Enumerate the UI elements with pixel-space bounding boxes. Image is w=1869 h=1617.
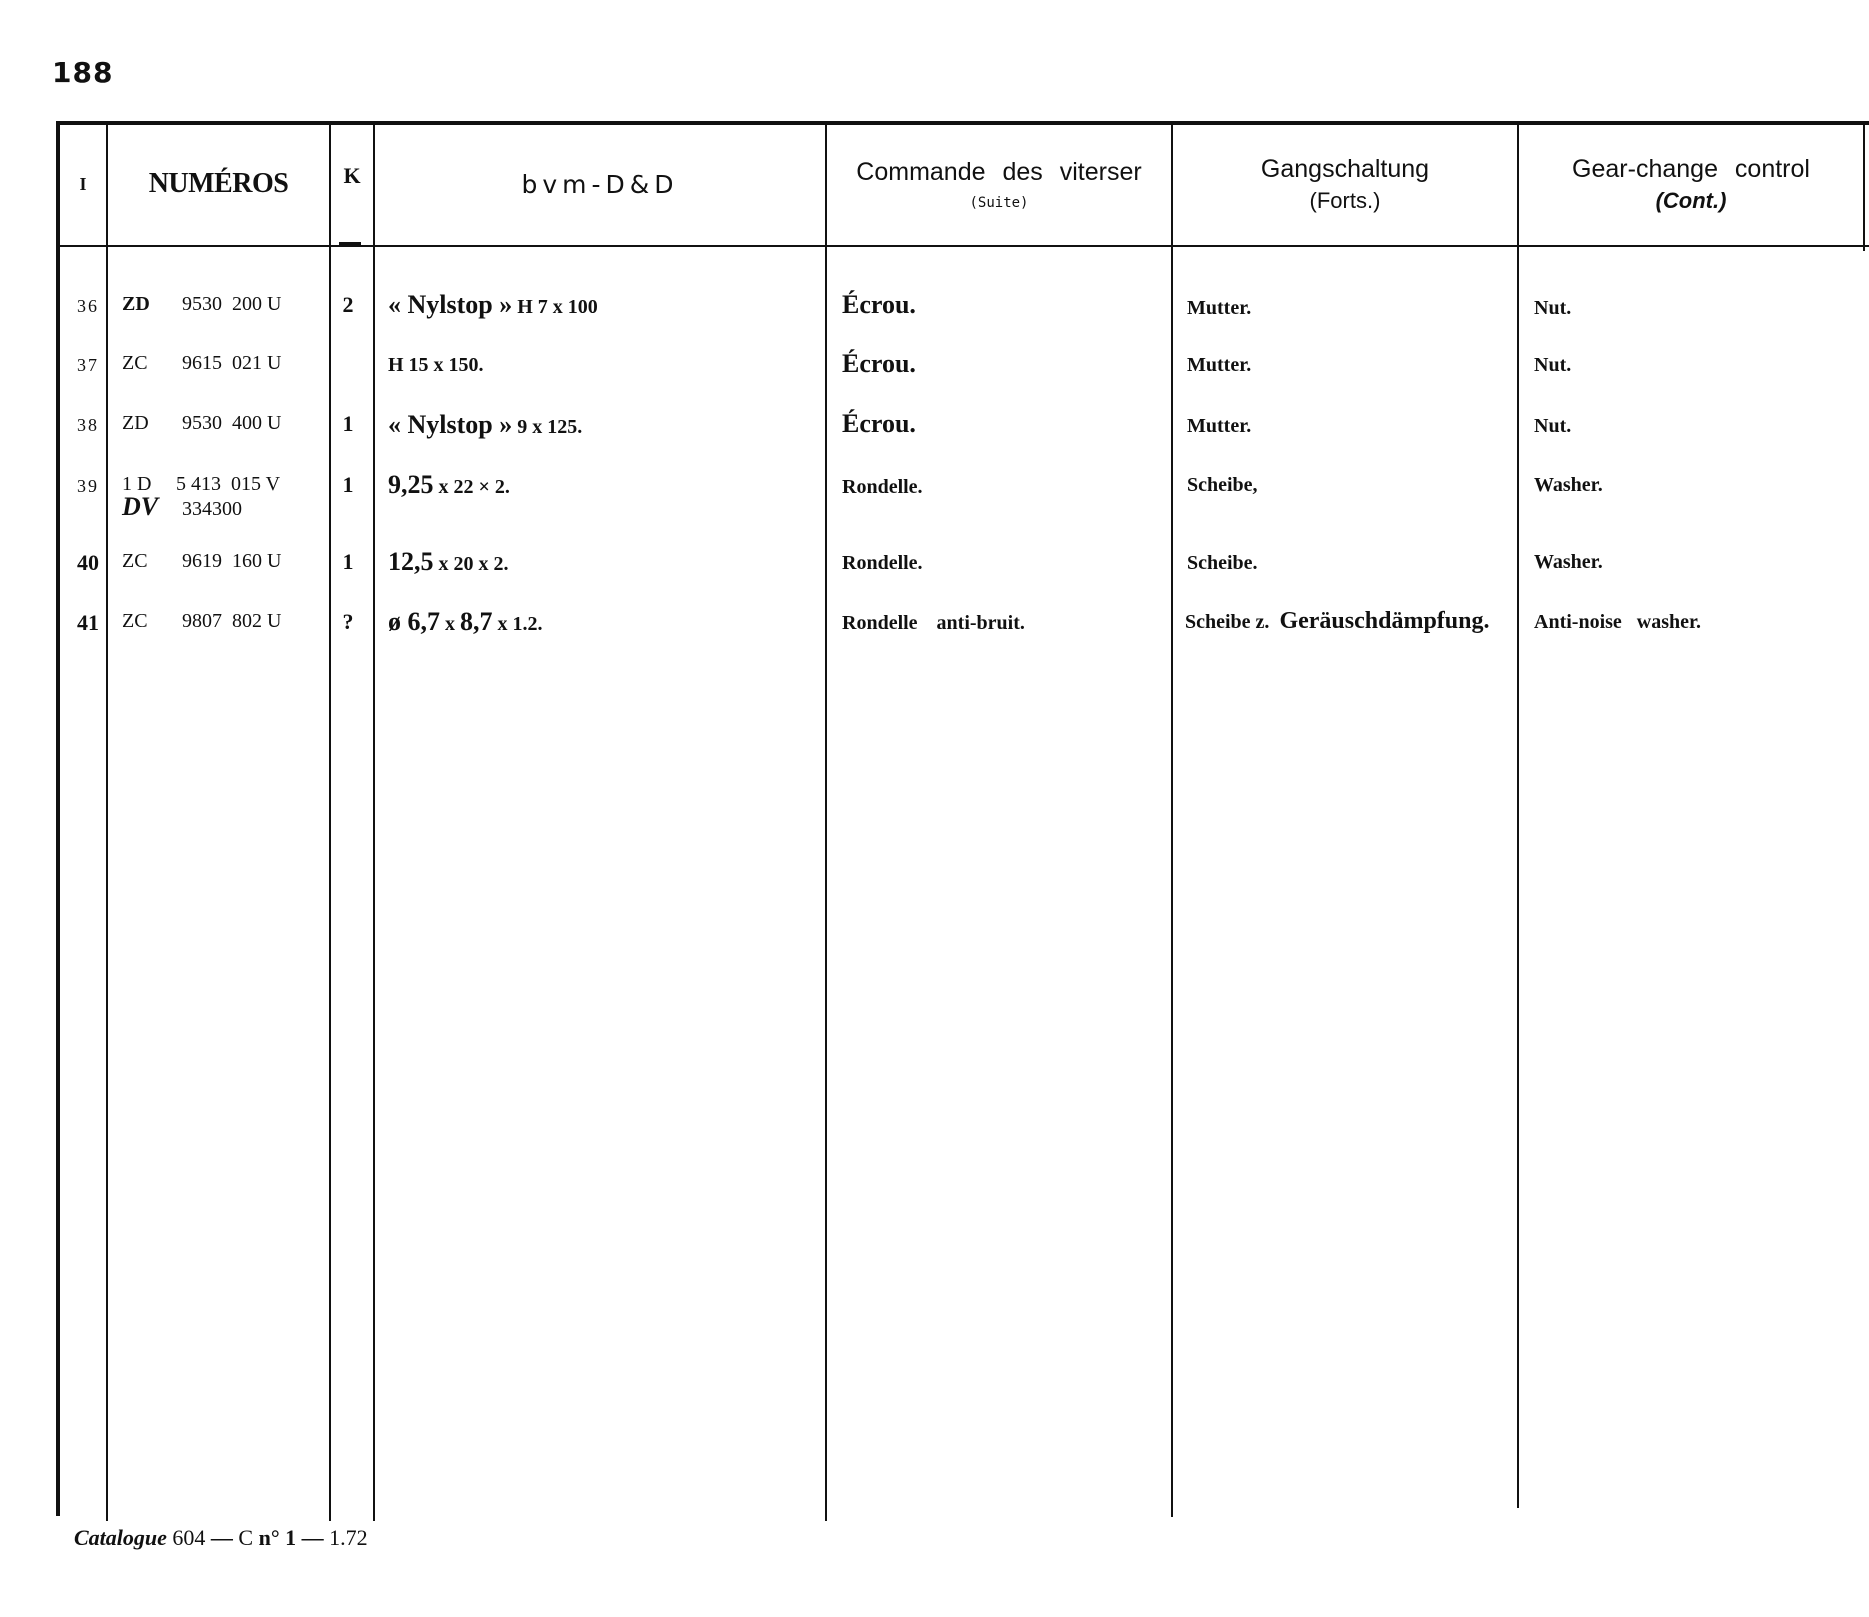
part-base: 9530 (182, 293, 222, 315)
row-index: 41 (77, 610, 99, 635)
description-de-part-b: Geräuschdämpfung. (1279, 608, 1490, 634)
spec (388, 547, 509, 577)
table-row (0, 292, 1869, 342)
spec-part-b: H 7 x 100 (517, 296, 598, 318)
header-numeros-label: NUMÉROS (148, 168, 289, 199)
description-fr-text: Écrou. (842, 290, 916, 319)
header-french-title: Commande des viterser (856, 157, 1142, 186)
alt-part-number (122, 492, 242, 522)
header-german-sub: (Forts.) (1309, 187, 1381, 213)
description-fr-text: Écrou. (842, 349, 916, 378)
part-number (122, 352, 281, 375)
part-suffix: 802 U (232, 610, 282, 632)
spec-part-b: x 20 x 2. (438, 553, 509, 575)
part-base: 9530 (182, 412, 222, 434)
spec (388, 354, 484, 377)
description-de: Scheibe, (1187, 474, 1258, 496)
header-german (1173, 124, 1517, 244)
spec (388, 607, 543, 637)
spec (388, 290, 598, 320)
part-suffix: 400 U (232, 412, 282, 434)
footer-catalogue-number: 604 (172, 1525, 206, 1550)
part-number (122, 610, 281, 633)
header-spec (375, 124, 825, 244)
description-de: Mutter. (1187, 297, 1252, 319)
header-index (60, 124, 106, 244)
row-index: 39 (77, 476, 99, 496)
footer-catalogue-label: Catalogue (74, 1525, 167, 1550)
part-prefix: ZC (122, 352, 148, 374)
description-de: Mutter. (1187, 354, 1252, 376)
header-spec-label: bvm-D&D (521, 169, 679, 199)
row-index: 38 (77, 415, 99, 435)
description-de: Scheibe. (1187, 552, 1258, 574)
k-underline-mark (339, 242, 361, 245)
description-de-part-a: Scheibe z. (1185, 611, 1270, 633)
part-prefix: ZD (122, 412, 149, 434)
description-fr (842, 409, 916, 439)
footer-dash-1: — (210, 1525, 233, 1550)
spec-part-a: « Nylstop » (388, 290, 513, 319)
part-prefix: 1 D (122, 473, 152, 495)
description-en: Nut. (1534, 297, 1572, 319)
alt-part-base: 334300 (182, 498, 242, 520)
footer-series: C (238, 1525, 254, 1550)
table-row (0, 351, 1869, 401)
description-fr (842, 290, 916, 320)
description-fr-text: Écrou. (842, 409, 916, 438)
part-prefix: ZD (122, 293, 150, 315)
col-divider-7 (1863, 121, 1865, 251)
part-base: 9807 (182, 610, 222, 632)
part-number (122, 412, 281, 435)
header-french-sub: (Suite) (969, 194, 1029, 211)
description-fr: Rondelle. (842, 476, 923, 498)
spec-part-c: 8,7 (460, 607, 493, 636)
part-suffix: 021 U (232, 352, 282, 374)
row-index: 40 (77, 550, 99, 575)
table-row (0, 549, 1869, 599)
description-de (1185, 608, 1489, 635)
catalogue-footer (74, 1525, 368, 1551)
spec-part-a: ø 6,7 (388, 607, 440, 636)
description-en: Nut. (1534, 415, 1572, 437)
footer-issue: n° 1 (258, 1525, 297, 1550)
table-row (0, 609, 1869, 659)
header-index-label: I (79, 173, 87, 194)
spec (388, 410, 582, 440)
part-prefix: ZC (122, 550, 148, 572)
header-english (1519, 124, 1863, 244)
header-english-sub: (Cont.) (1655, 187, 1727, 213)
description-en: Anti-noise washer. (1534, 611, 1702, 633)
spec-part-a: 9,25 (388, 470, 434, 499)
header-german-title: Gangschaltung (1260, 154, 1430, 183)
part-suffix: 200 U (232, 293, 282, 315)
spec-part-a: « Nylstop » (388, 410, 513, 439)
quantity-k: 1 (342, 411, 354, 436)
row-index: 37 (77, 355, 99, 375)
table-row (0, 472, 1869, 532)
description-fr: Rondelle. (842, 552, 923, 574)
description-fr (842, 349, 916, 379)
description-de: Mutter. (1187, 415, 1252, 437)
spec-part-b: x (445, 613, 455, 635)
header-numeros (108, 124, 329, 244)
spec-part-b: x 22 × 2. (438, 476, 510, 498)
description-en: Washer. (1534, 551, 1603, 573)
header-k-label: K (343, 163, 361, 188)
alt-part-prefix: DV (122, 492, 159, 521)
header-english-title: Gear-change control (1572, 154, 1810, 183)
part-suffix: 015 V (231, 473, 281, 495)
quantity-k: 2 (342, 292, 354, 317)
spec (388, 470, 510, 500)
quantity-k: 1 (342, 472, 354, 497)
part-number (122, 293, 281, 316)
spec-part-b: H 15 x 150. (388, 354, 484, 376)
spec-part-b: 9 x 125. (517, 416, 583, 438)
part-base: 5 413 (176, 473, 221, 495)
header-k (331, 116, 373, 236)
description-fr: Rondelle anti-bruit. (842, 612, 1025, 634)
part-number (122, 550, 281, 573)
spec-part-a: 12,5 (388, 547, 434, 576)
part-prefix: ZC (122, 610, 148, 632)
description-en: Washer. (1534, 474, 1603, 496)
page-number: 188 (52, 56, 114, 89)
part-suffix: 160 U (232, 550, 282, 572)
header-french (827, 124, 1171, 244)
part-base: 9615 (182, 352, 222, 374)
table-row (0, 411, 1869, 461)
spec-part-d: x 1.2. (497, 613, 543, 635)
header-divider (56, 245, 1869, 247)
footer-dash-2: — (301, 1525, 324, 1550)
footer-date: 1.72 (329, 1525, 368, 1550)
quantity-k: 1 (342, 549, 354, 574)
quantity-k: ? (342, 609, 354, 634)
part-base: 9619 (182, 550, 222, 572)
row-index: 36 (77, 296, 99, 316)
description-en: Nut. (1534, 354, 1572, 376)
